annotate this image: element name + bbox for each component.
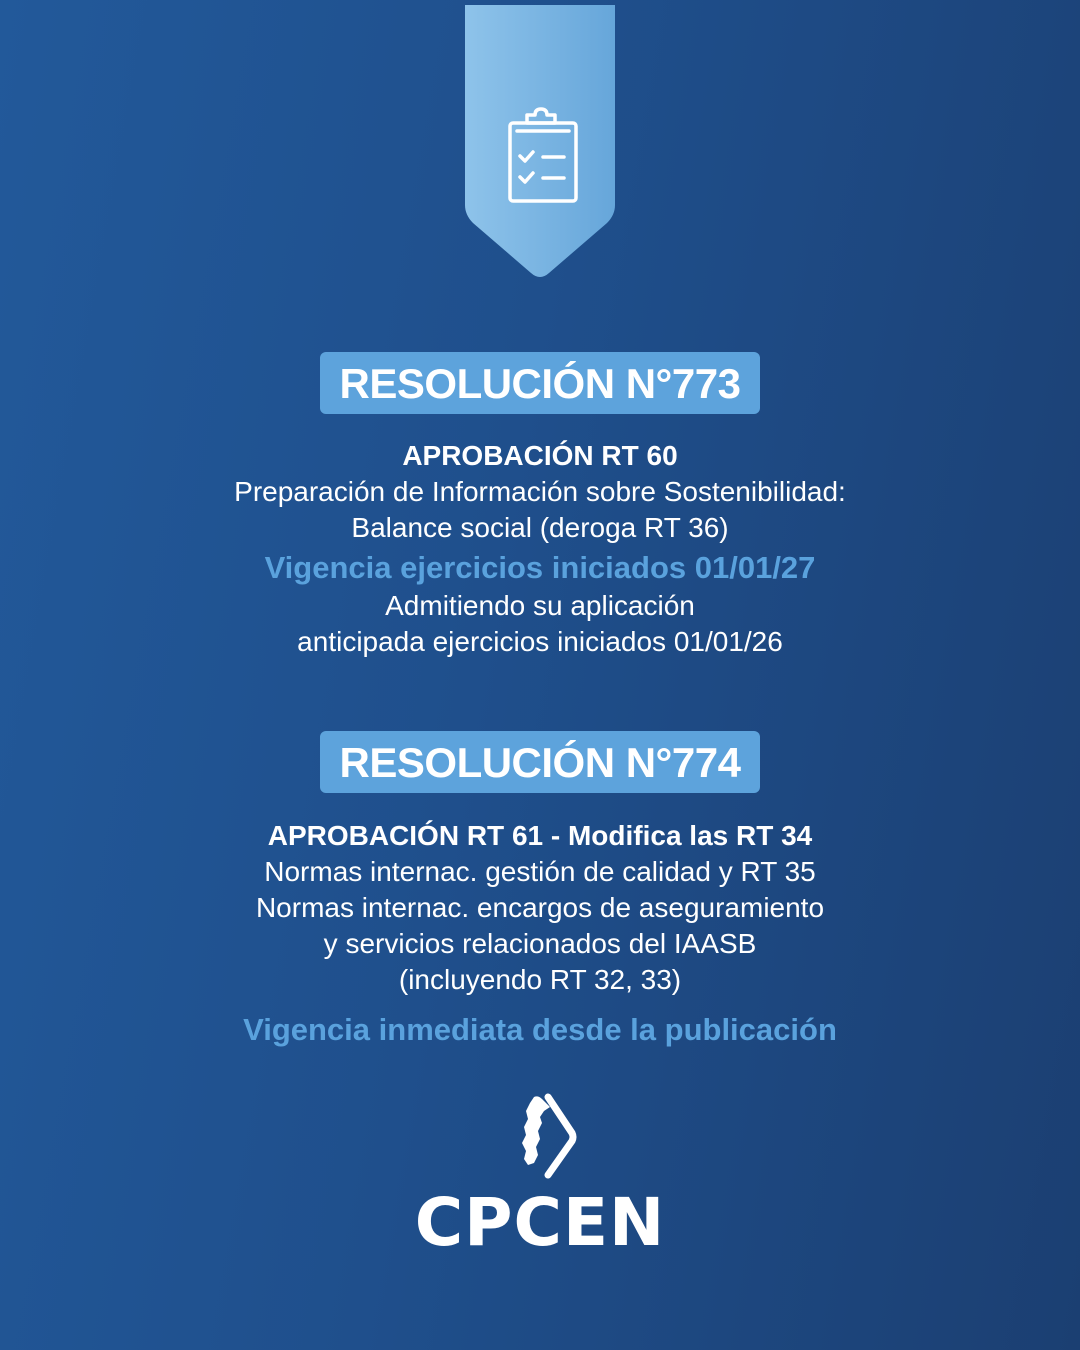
resolution-773-section	[0, 352, 1080, 414]
resolution-774-body	[0, 818, 1080, 1050]
resolution-774-badge: RESOLUCIÓN N°774	[320, 731, 761, 793]
brand-logo-text: CPCEN	[414, 1184, 666, 1261]
resolution-773-note: Admitiendo su aplicación	[385, 590, 695, 621]
resolution-774-line: y servicios relacionados del IAASB	[323, 928, 757, 959]
map-chevron-logo-icon	[518, 1093, 582, 1179]
header-ribbon	[465, 5, 615, 278]
resolution-773-body	[0, 438, 1080, 660]
resolution-774-line: Normas internac. gestión de calidad y RT 35	[264, 856, 816, 887]
resolution-774-line: Normas internac. encargos de aseguramiento	[255, 892, 825, 923]
resolution-774-line: (incluyendo RT 32, 33)	[398, 964, 682, 995]
resolution-773-note: anticipada ejercicios iniciados 01/01/26	[297, 626, 783, 657]
resolution-773-vigencia: Vigencia ejercicios iniciados 01/01/27	[264, 550, 816, 585]
resolution-773-line: Balance social (deroga RT 36)	[351, 512, 729, 543]
resolution-773-badge: RESOLUCIÓN N°773	[320, 352, 761, 414]
resolution-774-vigencia: Vigencia inmediata desde la publicación	[243, 1012, 837, 1047]
resolution-773-subtitle: APROBACIÓN RT 60	[402, 440, 678, 471]
resolution-774-subtitle: APROBACIÓN RT 61 - Modifica las RT 34	[267, 820, 813, 851]
resolution-774-section	[0, 731, 1080, 793]
resolution-773-line: Preparación de Información sobre Sostenibilidad:	[234, 476, 846, 507]
